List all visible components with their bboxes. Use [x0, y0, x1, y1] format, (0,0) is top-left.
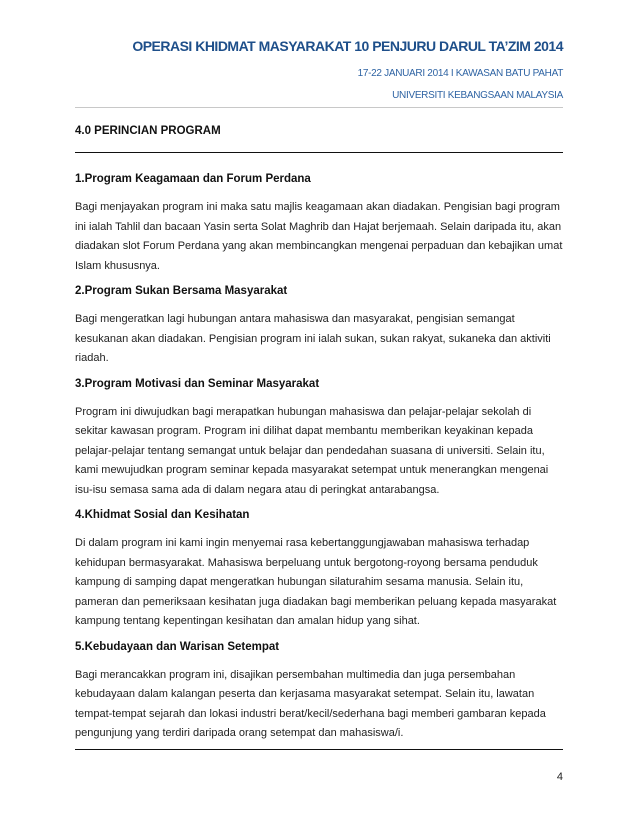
program-body: Bagi menjayakan program ini maka satu majlis keagamaan akan diadakan. Pengisian bagi program ini ialah Tahlil dan bacaan Yasin serta Solat Maghrib dan Hajat berjemaah. Selain daripada itu, akan diadakan slot Forum Perdana yang akan membincangkan mengenai perpaduan dan kebajikan umat Islam khususnya. — [75, 201, 563, 272]
program-item-3 — [75, 375, 563, 501]
program-item-4 — [75, 506, 563, 632]
program-body: Program ini diwujudkan bagi merapatkan hubungan mahasiswa dan pelajar-pelajar sekolah di sekitar kawasan program. Program ini dilihat dapat membantu memberikan keyakinan kepada pelajar-pelajar tentang semangat untuk belajar dan pendedahan suasana di universiti. Selain itu, kami mewujudkan program seminar kepada masyarakat setempat untuk menerangkan mengenai isu-isu semasa sama ada di dalam negara atau di peringkat antarabangsa. — [75, 405, 549, 496]
program-heading: 1.Program Keagamaan dan Forum Perdana — [75, 173, 311, 185]
program-heading: 4.Khidmat Sosial dan Kesihatan — [75, 509, 250, 521]
program-heading: 3.Program Motivasi dan Seminar Masyarakat — [75, 377, 320, 390]
page-number: 4 — [556, 771, 563, 783]
program-body: Bagi merancakkan program ini, disajikan persembahan multimedia dan juga persembahan kebudayaan dalam kalangan peserta dan kerjasama masyarakat setempat. Selain itu, lawatan tempat-tempat sejarah dan lokasi industri berat/kecil/sederhana bagi memberi gambaran kepada pengunjung yang terdiri daripada orang setempat dan mahasiswa/i. — [75, 668, 546, 739]
section-divider — [75, 152, 563, 153]
program-item-2 — [75, 282, 563, 369]
header-divider — [75, 107, 563, 108]
header-subtitle: 17-22 JANUARI 2014 I KAWASAN BATU PAHAT — [357, 68, 563, 79]
program-heading: 5.Kebudayaan dan Warisan Setempat — [75, 640, 280, 653]
header-university: UNIVERSITI KEBANGSAAN MALAYSIA — [392, 90, 563, 101]
section-title: 4.0 PERINCIAN PROGRAM — [75, 125, 221, 137]
program-body: Bagi mengeratkan lagi hubungan antara mahasiswa dan masyarakat, pengisian semangat kesukanan akan diadakan. Pengisian program ini ialah sukan, sukan rakyat, sukaneka dan aktiviti riadah. — [75, 313, 551, 364]
program-item-1 — [75, 170, 563, 276]
section-content — [75, 170, 563, 750]
footer-divider — [75, 749, 563, 750]
program-body: Di dalam program ini kami ingin menyemai rasa kebertanggungjawaban mahasiswa terhadap kehidupan bermasyarakat. Mahasiswa berpeluang untuk bergotong-royong bersama penduduk kampung di samping dapat mengeratkan hubungan silaturahim sesama manusia. Selain itu, pameran dan pemeriksaan kesihatan juga diadakan bagi memberikan peluang kepada masyarakat kampung tentang kepentingan kesihatan dan amalan hidup yang sihat. — [75, 537, 557, 627]
header-title: OPERASI KHIDMAT MASYARAKAT 10 PENJURU DARUL TA’ZIM 2014 — [132, 38, 563, 54]
program-item-5 — [75, 638, 563, 744]
program-heading: 2.Program Sukan Bersama Masyarakat — [75, 285, 288, 297]
